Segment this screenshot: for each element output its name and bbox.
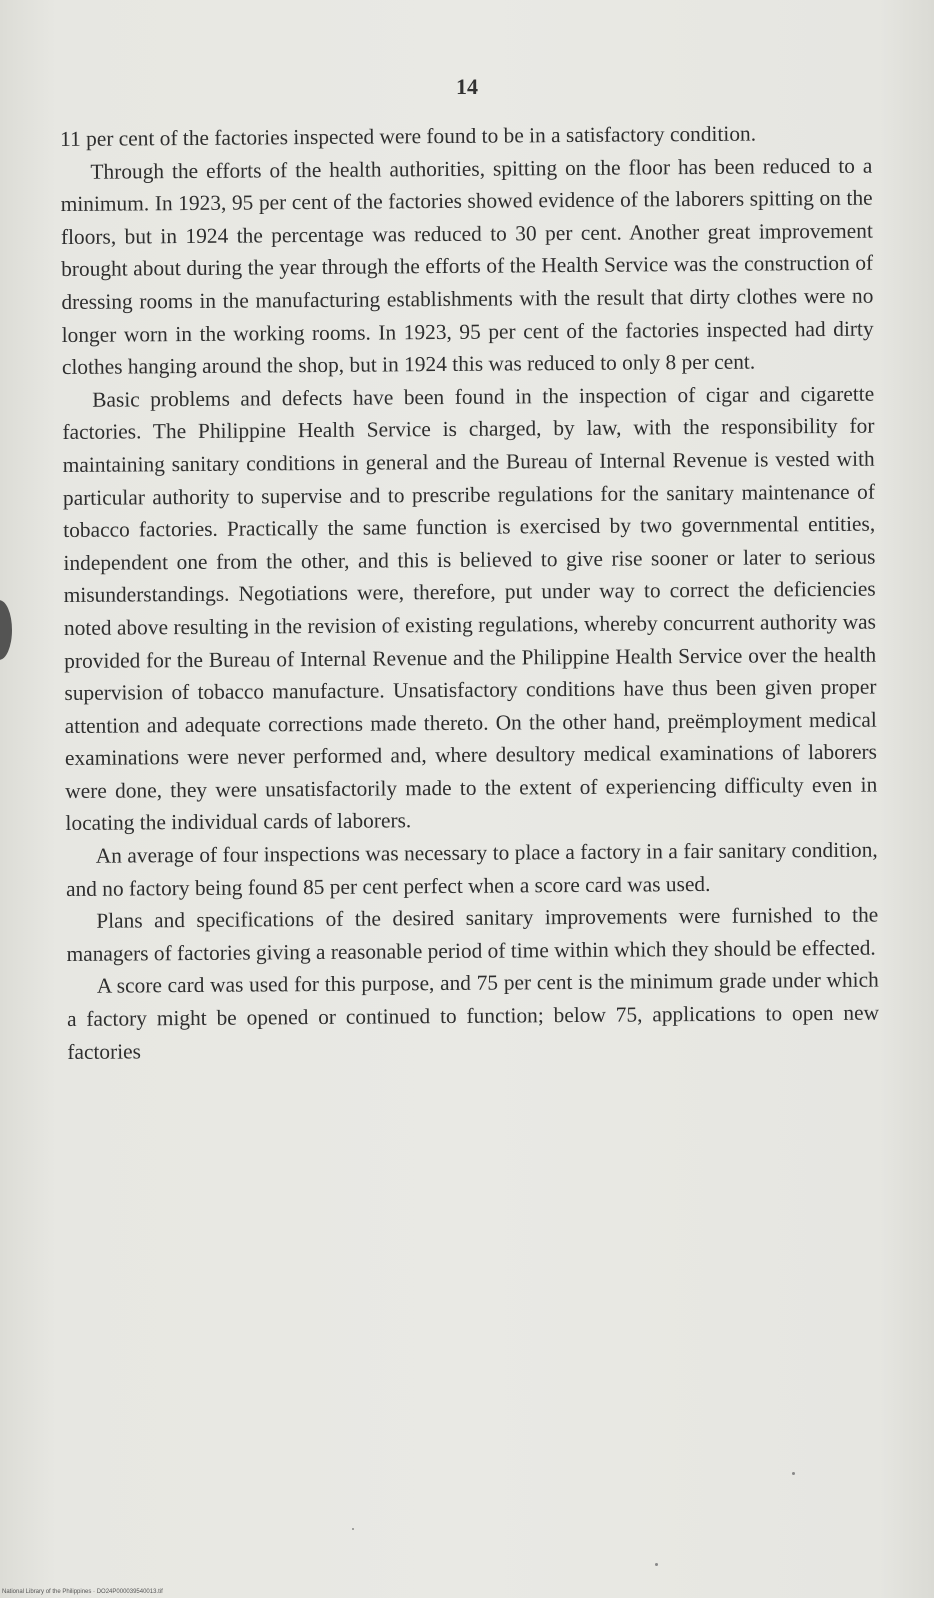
paragraph-basic-problems: Basic problems and defects have been found in the inspection of cigar and cigarette factories. The Philippine Health Service is charged, by law, with the responsibility for maintaining sanitary conditions in general and the Bureau of Internal Revenue is vested with particular authority to supervise and to prescribe regulations for the sanitary maintenance of tobacco factories. Practically the same function is exercised by two governmental entities, independent one from the other, and this is believed to give rise sooner or later to serious misunderstandings. Negotiations were, therefore, put under way to correct the deficiencies noted above resulting in the revision of existing regulations, whereby concurrent authority was provided for the Bureau of Internal Revenue and the Philippine Health Service over the health supervision of tobacco manufacture. Unsatisfactory conditions have thus been given proper attention and adequate corrections made thereto. On the other hand, preëmployment medical examinations were never performed and, where desultory medical examinations of laborers were done, they were unsatisfactorily made to the extent of experiencing difficulty even in locating the individual cards of laborers. <box>62 381 878 836</box>
paragraph-continuation: 11 per cent of the factories inspected were found to be in a satisfactory condition. <box>60 121 757 151</box>
dust-speck <box>352 1528 354 1530</box>
dust-speck <box>655 1563 658 1566</box>
dust-speck <box>792 1472 795 1475</box>
page-number: 14 <box>456 74 478 99</box>
paragraph-score-card: A score card was used for this purpose, and 75 per cent is the minimum grade under which a factory might be opened or continued to function; below 75, applications to open new factories <box>66 968 880 1064</box>
paragraph-plans: Plans and specifications of the desired sanitary improvements were furnished to the managers of factories giving a reasonable period of time within which they should be effected. <box>66 902 879 966</box>
binding-hole-mark <box>0 600 12 660</box>
body-text <box>60 117 879 1069</box>
scan-credit: National Library of the Philippines · DO24P000039540013.tif <box>2 1589 163 1595</box>
paragraph-inspections: An average of four inspections was necessary to place a factory in a fair sanitary condition, and no factory being found 85 per cent perfect when a score card was used. <box>65 837 878 901</box>
paragraph-spitting: Through the efforts of the health authorities, spitting on the floor has been reduced to a minimum. In 1923, 95 per cent of the factories showed evidence of the laborers spitting on the floors, but in 1924 the percentage was reduced to 30 per cent. Another great improvement brought about during the year through the efforts of the Health Service was the construction of dressing rooms in the manufacturing establishments with the result that dirty clothes were no longer worn in the working rooms. In 1923, 95 per cent of the factories inspected had dirty clothes hanging around the shop, but in 1924 this was reduced to only 8 per cent. <box>60 153 874 380</box>
